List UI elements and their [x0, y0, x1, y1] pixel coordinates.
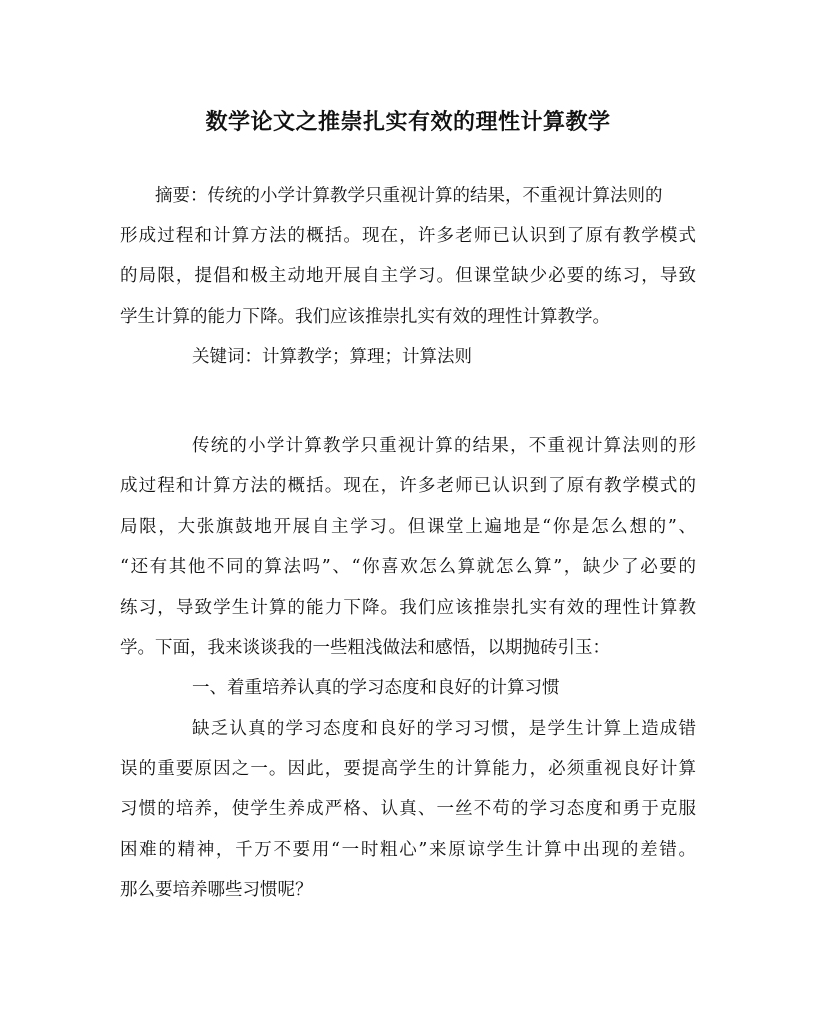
- body-line: “还有其他不同的算法吗”、“你喜欢怎么算就怎么算”，缺少了必要的: [120, 557, 696, 577]
- body-line: 传统的小学计算教学只重视计算的结果，不重视计算法则的形: [192, 436, 696, 456]
- keywords-line: 关键词：计算教学；算理；计算法则: [192, 347, 472, 367]
- section-line: 那么要培养哪些习惯呢？: [120, 880, 313, 900]
- abstract-line: 形成过程和计算方法的概括。现在，许多老师已认识到了原有教学模式: [120, 226, 696, 246]
- section-line: 缺乏认真的学习态度和良好的学习习惯，是学生计算上造成错: [192, 719, 696, 739]
- section-heading: 一、着重培养认真的学习态度和良好的计算习惯: [192, 678, 560, 698]
- body-line: 练习，导致学生计算的能力下降。我们应该推崇扎实有效的理性计算教: [120, 598, 696, 618]
- section-line: 困难的精神，千万不要用“一时粗心”来原谅学生计算中出现的差错。: [120, 840, 696, 860]
- section-line: 误的重要原因之一。因此，要提高学生的计算能力，必须重视良好计算: [120, 759, 696, 779]
- section-line: 习惯的培养，使学生养成严格、认真、一丝不苟的学习态度和勇于克服: [120, 799, 696, 819]
- abstract-line: 的局限，提倡和极主动地开展自主学习。但课堂缺少必要的练习，导致: [120, 266, 696, 286]
- body-line: 学。下面，我来谈谈我的一些粗浅做法和感悟，以期抛砖引玉：: [120, 638, 610, 658]
- abstract-line: 学生计算的能力下降。我们应该推崇扎实有效的理性计算教学。: [120, 307, 610, 327]
- body-line: 局限，大张旗鼓地开展自主学习。但课堂上遍地是“你是怎么想的”、: [120, 517, 696, 537]
- document-title: 数学论文之推崇扎实有效的理性计算教学: [205, 109, 611, 135]
- body-line: 成过程和计算方法的概括。现在，许多老师已认识到了原有教学模式的: [120, 476, 696, 496]
- abstract-line: 摘要：传统的小学计算教学只重视计算的结果，不重视计算法则的: [155, 186, 663, 206]
